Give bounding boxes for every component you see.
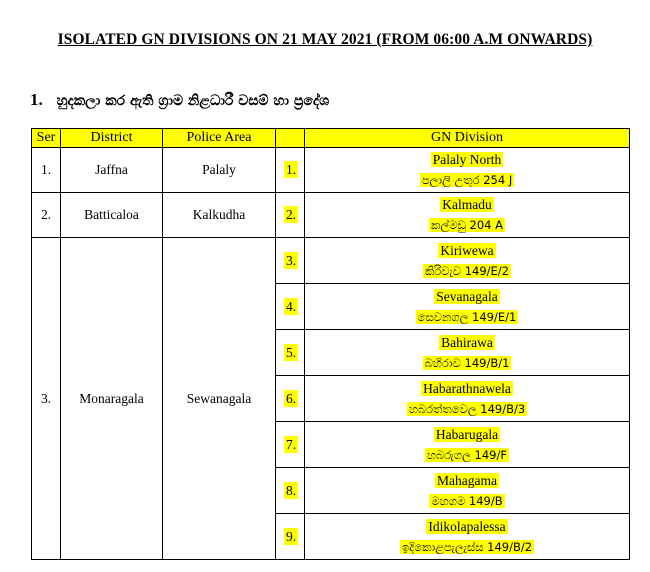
- index-label: 3.: [286, 252, 297, 268]
- gn-name: Habarathnawela: [423, 380, 511, 396]
- gn-local-name: හබරත්තවෙල 149/B/3: [408, 401, 526, 416]
- index-label: 7.: [286, 436, 297, 452]
- gn-name: Palaly North: [432, 152, 502, 167]
- police-area-cell: Kalkudha: [163, 193, 276, 238]
- table-row: [32, 238, 630, 284]
- gn-local-name: සෙවනගල 149/E/1: [417, 309, 517, 324]
- index-cell: [276, 238, 305, 284]
- gn-local-name: මහගම 149/B: [431, 493, 503, 508]
- ser-cell: 1.: [32, 148, 61, 193]
- ser-cell: 3.: [32, 238, 61, 560]
- table-row: [32, 148, 630, 193]
- index-label: 4.: [286, 298, 297, 314]
- police-area-cell: Sewanagala: [163, 238, 276, 560]
- index-cell: [276, 193, 305, 238]
- gn-division-cell: [305, 284, 630, 330]
- index-cell: [276, 514, 305, 560]
- ser-cell: 2.: [32, 193, 61, 238]
- gn-division-cell: [305, 468, 630, 514]
- gn-division-cell: [305, 514, 630, 560]
- gn-name: Sevanagala: [436, 288, 498, 304]
- gn-name: Idikolapalessa: [428, 518, 506, 534]
- table-header-row: [32, 129, 630, 148]
- index-cell: [276, 148, 305, 193]
- page-title: ISOLATED GN DIVISIONS ON 21 MAY 2021 (FROM 06:00 A.M ONWARDS): [57, 31, 593, 48]
- table-row: [32, 193, 630, 238]
- index-cell: [276, 284, 305, 330]
- gn-name: Mahagama: [437, 472, 497, 488]
- gn-local-name: කිරිවැව 149/E/2: [425, 263, 509, 278]
- index-cell: [276, 468, 305, 514]
- gn-local-name: පලාලි උතුර 254 J: [421, 173, 513, 187]
- index-cell: [276, 330, 305, 376]
- gn-division-cell: [305, 376, 630, 422]
- gn-name: Habarugala: [435, 426, 499, 442]
- gn-division-table: [31, 128, 630, 560]
- police-area-cell: Palaly: [163, 148, 276, 193]
- district-cell: Jaffna: [61, 148, 163, 193]
- gn-local-name: බහිරාව 149/B/1: [424, 355, 510, 370]
- gn-local-name: ඉදිකොළපැලැස්ස 149/B/2: [401, 539, 533, 554]
- gn-name: Kalmadu: [442, 197, 492, 212]
- index-cell: [276, 376, 305, 422]
- index-label: 9.: [286, 528, 297, 544]
- header-district: District: [61, 129, 163, 148]
- index-label: 2.: [286, 207, 297, 222]
- header-blank: [276, 129, 305, 148]
- section-number: 1.: [30, 90, 43, 109]
- header-gn-division: GN Division: [305, 129, 630, 148]
- header-ser: Ser: [32, 129, 61, 148]
- gn-division-cell: [305, 422, 630, 468]
- gn-division-cell: [305, 193, 630, 238]
- index-label: 5.: [286, 344, 297, 360]
- gn-division-cell: [305, 238, 630, 284]
- index-label: 8.: [286, 482, 297, 498]
- gn-local-name: කල්මඩු 204 A: [430, 218, 504, 232]
- gn-name: Bahirawa: [441, 334, 493, 350]
- gn-local-name: හබරුගල 149/F: [427, 447, 507, 462]
- index-cell: [276, 422, 305, 468]
- district-cell: Monaragala: [61, 238, 163, 560]
- gn-name: Kiriwewa: [440, 242, 494, 258]
- index-label: 6.: [286, 390, 297, 406]
- district-cell: Batticaloa: [61, 193, 163, 238]
- gn-division-cell: [305, 330, 630, 376]
- section-heading-text: හුදකලා කර ඇති ග්‍රාම නිළධාරී වසම් හා ප්‍රදේශ: [56, 93, 330, 109]
- gn-division-cell: [305, 148, 630, 193]
- header-police-area: Police Area: [163, 129, 276, 148]
- section-heading: [30, 90, 329, 110]
- index-label: 1.: [286, 162, 297, 177]
